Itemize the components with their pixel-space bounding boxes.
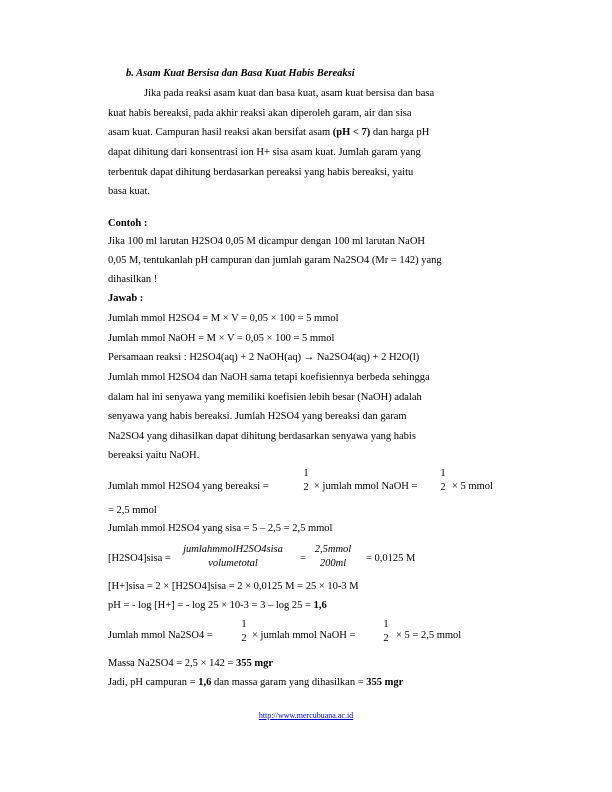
calc-remaining: Jumlah mmol H2SO4 yang sisa = 5 – 2,5 = 2,5 mmol <box>108 523 333 534</box>
h-ion-concentration: [H+]sisa = 2 × [H2SO4]sisa = 2 × 0,0125 M = 25 × 10-3 M <box>108 581 359 592</box>
concentration-result: = 0,0125 M <box>366 553 416 564</box>
ph-calculation <box>108 600 327 612</box>
answer-line: Jumlah mmol H2SO4 dan NaOH sama tetapi koefisiennya berbeda sehingga <box>108 372 430 383</box>
fraction-denominator: 200ml <box>319 558 347 569</box>
question-line: Jika 100 ml larutan H2SO4 0,05 M dicampur dengan 100 ml larutan NaOH <box>108 236 425 247</box>
paragraph-line: kuat habis bereaksi, pada akhir reaksi akan diperoleh garam, air dan sisa <box>108 108 412 119</box>
fraction-values <box>308 543 358 571</box>
paragraph-line: Jika pada reaksi asam kuat dan basa kuat, asam kuat bersisa dan basa <box>144 88 435 99</box>
fraction-half <box>300 467 312 495</box>
salt-mmol-label: Jumlah mmol Na2SO4 = <box>108 630 213 641</box>
fraction-half <box>437 467 449 495</box>
fraction-numerator: jumlahmmolH2SO4sisa <box>183 544 283 555</box>
answer-line: dalam hal ini senyawa yang memiliki koefisien lebih besar (NaOH) adalah <box>108 392 422 403</box>
conclusion-text: dan massa garam yang dihasilkan = <box>211 677 367 688</box>
question-line: 0,05 M, tentukanlah pH campuran dan jumlah garam Na2SO4 (Mr = 142) yang <box>108 255 442 266</box>
question-line: dihasilkan ! <box>108 274 158 285</box>
answer-label: Jawab : <box>108 293 144 304</box>
calc-reacted-right: × 5 mmol <box>452 481 493 492</box>
salt-mass-formula: Massa Na2SO4 = 2,5 × 142 = <box>108 658 237 669</box>
fraction-denominator: 2 <box>440 482 446 493</box>
fraction-numerator: 1 <box>241 619 247 630</box>
footer-link[interactable]: http://www.mercubuana.ac.id <box>258 711 354 720</box>
paragraph-text: asam kuat. Campuran hasil reaksi akan bersifat asam <box>108 127 333 138</box>
reaction-equation: Persamaan reaksi : H2SO4(aq) + 2 NaOH(aq) → Na2SO4(aq) + 2 H2O(l) <box>108 352 420 363</box>
salt-mmol-right: × 5 = 2,5 mmol <box>396 630 462 641</box>
fraction-numerator: 1 <box>383 619 389 630</box>
fraction-half <box>380 618 392 646</box>
fraction-concentration <box>178 543 288 571</box>
equals-sign: = <box>300 553 306 564</box>
section-heading: b. Asam Kuat Bersisa dan Basa Kuat Habis Bereaksi <box>126 68 355 79</box>
answer-line: senyawa yang habis bereaksi. Jumlah H2SO4 yang bereaksi dan garam <box>108 411 407 422</box>
fraction-numerator: 1 <box>303 468 309 479</box>
salt-mass-value: 355 mgr <box>236 658 274 669</box>
ph-condition: (pH < 7) <box>332 127 371 138</box>
ph-formula: pH = - log [H+] = - log 25 × 10-3 = 3 – log 25 = <box>108 600 314 611</box>
paragraph-line <box>108 127 429 139</box>
conclusion <box>108 677 403 689</box>
ph-value: 1,6 <box>313 600 327 611</box>
conclusion-ph: 1,6 <box>198 677 212 688</box>
fraction-denominator: volumetotal <box>208 558 258 569</box>
salt-mass <box>108 658 273 670</box>
fraction-denominator: 2 <box>303 482 309 493</box>
answer-line: Jumlah mmol H2SO4 = M × V = 0,05 × 100 = 5 mmol <box>108 313 339 324</box>
concentration-label: [H2SO4]sisa = <box>108 553 171 564</box>
fraction-numerator: 1 <box>440 468 446 479</box>
fraction-denominator: 2 <box>241 633 247 644</box>
paragraph-line: terbentuk dapat dihitung berdasarkan pereaksi yang habis bereaksi, yaitu <box>108 167 414 178</box>
fraction-half <box>238 618 250 646</box>
fraction-numerator: 2,5mmol <box>314 544 352 555</box>
paragraph-line: dapat dihitung dari konsentrasi ion H+ sisa asam kuat. Jumlah garam yang <box>108 147 421 158</box>
paragraph-text: dan harga pH <box>370 127 430 138</box>
conclusion-text: Jadi, pH campuran = <box>108 677 199 688</box>
calc-reacted-result: = 2,5 mmol <box>108 505 157 516</box>
salt-mmol-mid: × jumlah mmol NaOH = <box>252 630 356 641</box>
conclusion-mass: 355 mgr <box>366 677 404 688</box>
example-label: Contoh : <box>108 218 148 229</box>
fraction-denominator: 2 <box>383 633 389 644</box>
calc-reacted-label: Jumlah mmol H2SO4 yang bereaksi = <box>108 481 269 492</box>
calc-reacted-mid: × jumlah mmol NaOH = <box>314 481 418 492</box>
answer-line: Na2SO4 yang dihasilkan dapat dihitung berdasarkan senyawa yang habis <box>108 431 416 442</box>
answer-line: bereaksi yaitu NaOH. <box>108 450 200 461</box>
answer-line: Jumlah mmol NaOH = M × V = 0,05 × 100 = 5 mmol <box>108 333 335 344</box>
paragraph-line: basa kuat. <box>108 186 150 197</box>
